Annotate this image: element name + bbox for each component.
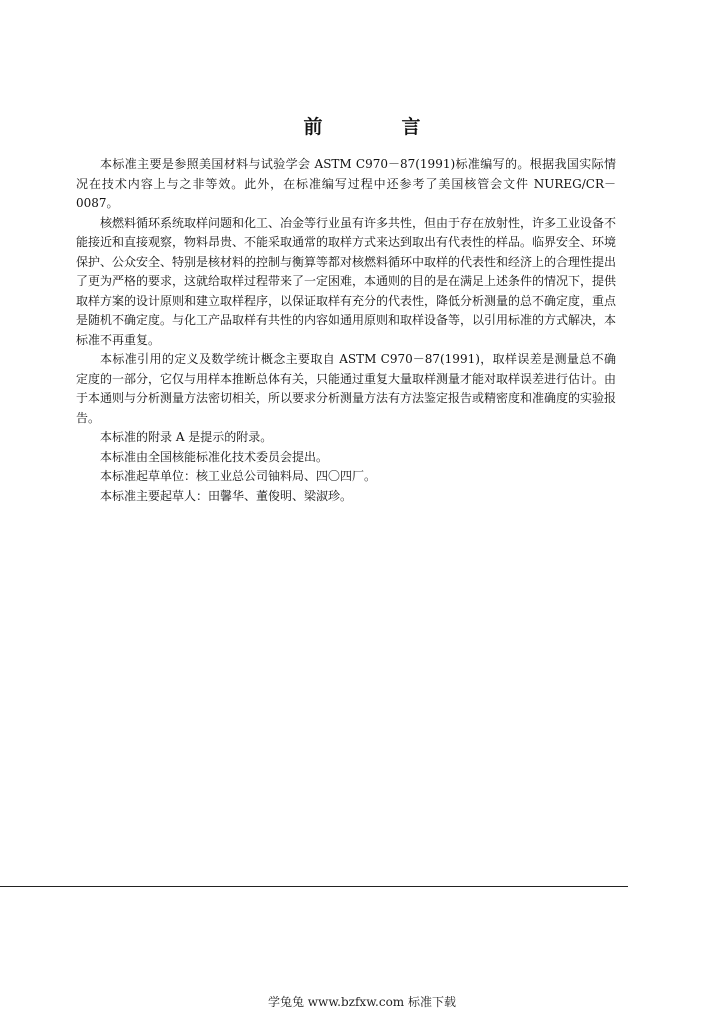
page-title: 前 言: [303, 116, 451, 138]
preface-body: [76, 155, 616, 506]
bottom-divider: [0, 886, 628, 887]
paragraph-drafters: 本标准主要起草人：田馨华、董俊明、梁淑珍。: [100, 488, 353, 503]
paragraph-reference-standard: 本标准主要是参照美国材料与试验学会 ASTM C970－87(1991)标准编写的。根据我国实际情况在技术内容上与之非等效。此外，在标准编写过程中还参考了美国核管会文件 NUREG/CR－0087。: [76, 157, 616, 210]
paragraph-appendix: 本标准的附录 A 是提示的附录。: [100, 430, 273, 444]
paragraph-definitions: 本标准引用的定义及数学统计概念主要取自 ASTM C970－87(1991)，取样误差是测量总不确定度的一部分，它仅与用样本推断总体有关，只能通过重复大量取样测量才能对取样误差进行估计。由于本通则与分析测量方法密切相关，所以要求分析测量方法有方法鉴定报告或精密度和准确度的实验报告。: [76, 352, 617, 425]
paragraph-proposer: 本标准由全国核能标准化技术委员会提出。: [100, 449, 329, 464]
paragraph-background: 核燃料循环系统取样问题和化工、冶金等行业虽有许多共性，但由于存在放射性，许多工业设备不能接近和直接观察，物料昂贵、不能采取通常的取样方式来达到取出有代表性的样品。临界安全、环境保护、公众安全、特别是核材料的控制与衡算等都对核燃料循环中取样的代表性和经济上的合理性提出了更为严格的要求，这就给取样过程带来了一定困难，本通则的目的是在满足上述条件的情况下，提供取样方案的设计原则和建立取样程序，以保证取样有充分的代表性，降低分析测量的总不确定度，重点是随机不确定度。与化工产品取样有共性的内容如通用原则和取样设备等，以引用标准的方式解决，本标准不再重复。: [76, 215, 617, 347]
paragraph-drafting-unit: 本标准起草单位：核工业总公司铀料局、四〇四厂。: [100, 469, 377, 483]
footer-watermark-text: 学兔兔 www.bzfxw.com 标准下载: [267, 995, 457, 1009]
